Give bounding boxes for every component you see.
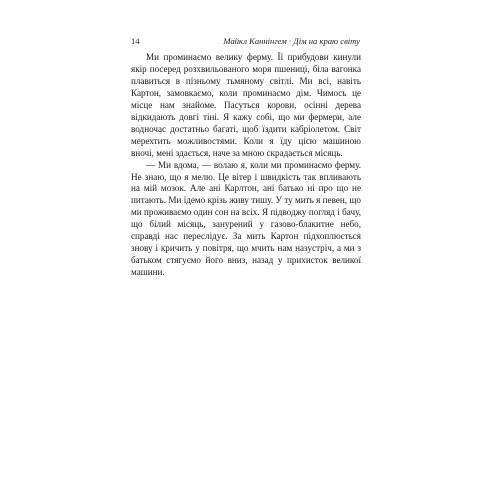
- body-text: [131, 52, 361, 279]
- author-name: Майкл Каннінгем: [223, 36, 287, 46]
- header-separator: ·: [288, 36, 292, 46]
- paragraph: Ми проминаємо велику ферму. Її прибудови кинули якір посеред розхвильованого моря пшениці, біла вагонка плавиться в пізньому тьмяному світлі. Ми всі, навіть Картон, замовкаємо, коли проминаємо дім. Чимось це місце нам знайоме. Пасуться корови, осінні дерева відкидають довгі тіні. Я кажу собі, що ми фермери, але водночас достатньо багаті, щоб їздити кабріолетом. Світ мерехтить можливостями. Коли я їду цією машиною вночі, мені здається, наче за мною скрадається місяць.: [131, 52, 361, 158]
- page-number: 14: [131, 36, 140, 46]
- paragraph: — Ми вдома, — волаю я, коли ми проминаємо ферму. Не знаю, що я мелю. Це вітер і швидкість так впливають на мій мозок. Але ані Карлтон, ані батько ні про що не питають. Ми їдемо крізь живу тишу. У ту мить я певен, що ми проживаємо один сон на всіх. Я підводжу погляд і бачу, що білий місяць, занурений у газово-блакитне небо, справді нас переслідує. За мить Картон підхоплюється знову і кричить у повітря, що мчить нам назустріч, а ми з батьком стягуємо його вниз, назад у прихисток великої машини.: [131, 159, 361, 278]
- book-info: [223, 34, 360, 48]
- running-head: [131, 34, 360, 48]
- book-title: Дім на краю світу: [293, 36, 360, 46]
